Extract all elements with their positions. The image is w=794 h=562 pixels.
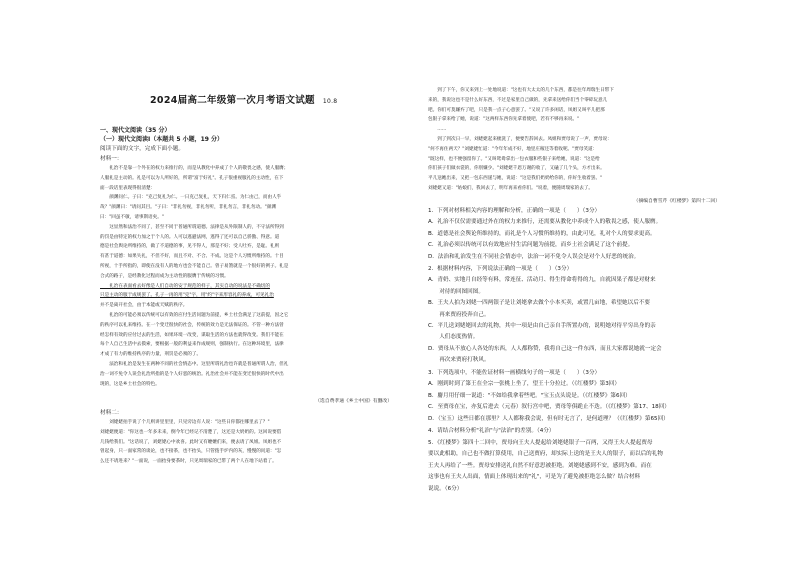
text-line: 刘姥姥便道："你这也一年多未来，倒今年已经记不清楚了，这还是大奶奶的。这回说要借 bbox=[100, 429, 282, 435]
subsection-heading-reading-1: （一）现代文阅读Ⅰ（本题共 5 小题，19 分） bbox=[100, 136, 224, 143]
option-line: 再次来贾府打秋风。 bbox=[428, 357, 490, 364]
option-line: C．礼治必须以传统可以有效地应付生活问题为前提，而乡土社会满足了这个前提。 bbox=[428, 242, 634, 249]
text-line: 到了到次日一早，刘姥姥起来梳洗了，便要告辞回去。凤姐和贾母说了一声，贾母说： bbox=[428, 136, 612, 142]
material-1-source: （选自费孝通《乡土中国》有删改） bbox=[315, 399, 392, 404]
question-text-line: 这事也有王夫人出面，情面上体现出来的"礼"，可是为了避免被拒绝怎么做？结合材料 bbox=[428, 474, 641, 481]
text-line: 经怎样有效的应付过去的生活，如果环境一改变，谋取生活的方法也就得改变。我们不能在 bbox=[100, 332, 284, 338]
text-line: 曰："回虽不敏，请事斯语矣。" bbox=[100, 214, 164, 220]
section-heading-modern-reading: 一、现代文阅读（35 分） bbox=[100, 127, 171, 134]
text-line: 面一段话里表现得很清楚： bbox=[100, 185, 156, 191]
question-text-line: 说说。（6分） bbox=[428, 485, 463, 492]
text-line: 哉？"颜渊曰："请问其目。"子曰："非礼勿视，非礼勿听，非礼勿言，非礼勿动。"颜渊 bbox=[100, 205, 276, 211]
exam-title bbox=[150, 92, 337, 106]
text-line: 才成了有力的维持秩序的力量，刑罚是必须的了。 bbox=[100, 352, 202, 358]
option-line: C．平儿送刘姥姥回去的礼物，其中一项是由自己亲自手所置办的，说明她对待平穷出身的亲 bbox=[428, 323, 656, 330]
text-line: 礼治不是靠一个外在的权力来推行的，而是从教化中养成了个人的敬畏之感，使人服膺； bbox=[100, 166, 289, 171]
question-stem: 1．下列对材料相关内容的理解和分析，正确的一项是（ ）（3分） bbox=[428, 208, 601, 214]
option-line: 对待的回图回图。 bbox=[428, 288, 484, 295]
text-line: 法治和礼治是发生在两种不同的社会情态中。这里所谓礼治也许就是普通所谓人治，但礼 bbox=[100, 361, 289, 367]
text-line: "何不再住两天？"刘姥姥忙道："今年年成不好，地里庄稼还等着收呢。"贾母笑道： bbox=[428, 146, 598, 152]
text-line: 所视，十手所指的，即使在没有人的地方也会不能自己。曾子易箦就是一个很好的例子。礼是 bbox=[100, 263, 289, 269]
text-line: "既这样，也不便强留你了。"又叫鸳鸯拿出一包衣服和些银子来给她，说道："这是给 bbox=[428, 156, 600, 162]
option-line: D．贾母从不放心人各处的东西，人人都称赞，我将自己这一件东西，而且大家都说她就一定会 bbox=[428, 345, 662, 352]
option-line: D．法治和礼治发生在不同社会情态中，法治一词不免令人误会是对个人好恶的统治。 bbox=[428, 253, 640, 260]
text-line: 德是社会舆论所维持的，做了不道德的事，见不得人，那是不好；受人吐弃，是耻。礼则 bbox=[100, 244, 280, 250]
option-line: D．（宝玉）这些日都在那里？人人都称我会说，但有时无言了，是何道理？（《红楼梦》第65回） bbox=[428, 415, 669, 422]
material-2-continued-text bbox=[428, 86, 720, 194]
question-stem: 2．根据材料内容，下列说法正确的一项是（ ）（3分） bbox=[428, 266, 573, 272]
question-3 bbox=[428, 368, 720, 425]
text-line: 有甚于道德：如果失礼，不但不好，而且不对、不合、不成。这是个人习惯所维持的。十目 bbox=[100, 254, 284, 260]
text-line: 曾起身，只一面家常的谈论，也不接茶，也不抬头，只管拨手炉内的灰，慢慢的问道："怎 bbox=[100, 449, 282, 455]
option-line: B．麝月用仔细一说道："不如给我拿着些吧。"宝玉点头说是。（《红楼梦》第6回） bbox=[428, 392, 631, 399]
material-2-text bbox=[100, 418, 392, 467]
text-line: 包银子拿来给了她，说道："这两样东西你先拿着使吧，若有不够再来说。" bbox=[428, 117, 580, 123]
text-line: 人服礼是主动的。礼是可以为人所好的，所谓"富于好礼"。孔子很重视服礼的主动性，在下 bbox=[100, 175, 284, 181]
underlined-text-line: 礼治在表面看去好像是人们自动的安于规范的样子，其实自动的说法是不确切的 bbox=[100, 283, 270, 289]
question-2 bbox=[428, 264, 720, 367]
text-line: 几钱给我们。"这话说了，刘姥姥心中欢喜。此时又有嬷嬷们来，便去请了凤姐。凤姐也不 bbox=[100, 439, 282, 445]
text-line: 现的，这是乡土社会的特色。 bbox=[100, 381, 160, 387]
text-line: …… bbox=[428, 127, 447, 133]
option-line: 再来贾府投奔自己。 bbox=[428, 311, 490, 318]
text-line: 治一词不免令人误会礼治所指的是个人好恶的统治。礼治社会并不能在变迁很快的时代中出 bbox=[100, 371, 284, 377]
option-line: A．礼治不仅仅需要通过外在的权力来推行，还需要从教化中养成个人的敬畏之感，使人服膺。 bbox=[428, 219, 662, 226]
text-line: 吧。你们可莫嫌弃了吧，只是我一点子心意罢了。"又说了许多闲话，凤姐又叫平儿把那 bbox=[428, 107, 605, 113]
question-text-line: 要以此相助，自己也不做打算使用，自己送贾府，却实际上送的是王夫人的银子，而以后的礼物 bbox=[428, 451, 663, 458]
reading-instruction: 阅读下面的文字，完成下面小题。 bbox=[100, 146, 184, 152]
text-line: 的秩序可以礼来维持。在一个变迁很快的社会，传统的效力是无法保证的。不管一种方法曾 bbox=[100, 322, 284, 328]
text-line: 这显然和法治不同了，甚至不同于普通所谓道德。法律是从外限制人的，不守法所得到 bbox=[100, 224, 284, 230]
question-1 bbox=[428, 206, 720, 263]
option-line: B．道德是社会舆论所维持的，而礼是个人习惯所维持的，由此可见，礼对个人的要求更高。 bbox=[428, 230, 656, 237]
text-line: 合式的路子，是经教化过程而成为主动性的服膺于传统的习惯。 bbox=[100, 273, 229, 279]
text-line: 每个人自己生活中去摸索，要根据一般的利益来作成规则，强制执行。在这种环境里，法律 bbox=[100, 342, 284, 348]
text-line: 颜渊问仁。子曰："克己复礼为仁。一日克己复礼，天下归仁焉。为仁由己，而由人乎 bbox=[100, 195, 282, 201]
text-line: 并不是离开社会，由于本能或天赋的秩序。 bbox=[100, 303, 188, 309]
text-line: 刘姥姥拍手说了个几则讲里里里，只见旁边有人说："这些日你都往哪里去了？" bbox=[100, 420, 270, 425]
option-line: B．王夫人拍为刘姥一四两银子是让刘姥拿去做个小本买卖，或置几亩地，希望她以后不要 bbox=[428, 300, 650, 307]
question-4 bbox=[428, 426, 720, 437]
exam-title-text: 2024届高二年级第一次月考语文试题 bbox=[150, 95, 315, 106]
underlined-text-line: 只是主动的服于成规罢了。孔子一再的用"克"字，用"约"字来形容礼的养成，可见礼治 bbox=[100, 293, 274, 299]
option-line: A．青奶、实地月自经等有料，常连征、活动月、得生得命将得的九，自就因果子都是对财来 bbox=[428, 277, 656, 284]
text-line: 刘姥姥又道："姑娘们，我回去了，明年再来看你们。"说着，便随周瑞家的去了。 bbox=[428, 185, 594, 191]
text-line: 平儿送她出来，又把一包东西递与她，说道："这是我们奶奶给你的，你好生收着罢。" bbox=[428, 176, 603, 182]
text-line: 么还不请进来？"一面说，一面抬身要茶时，只见周瑞家的已带了两个人在地下站着了。 bbox=[100, 459, 277, 465]
material-1-text bbox=[100, 164, 392, 389]
question-stem: 4．请结合材料分析"礼治"与"法治"的差别。（4分） bbox=[428, 428, 555, 434]
option-line: 人们态度热情。 bbox=[428, 334, 479, 341]
material-2-source: （摘编自曹雪芹《红楼梦》第四十二回） bbox=[633, 199, 720, 204]
text-line: 你们孩子们做衣裳的，你别嫌少。"刘姥姥千恩万谢的收了，又磕了几个头，方才出来。 bbox=[428, 166, 605, 172]
question-stem: 3．下列选项中，不能佐证材料一画横线句子的一项是（ ）（3分） bbox=[428, 370, 601, 376]
text-line: 礼治的可能必须以传统可以有效的应付生活问题为前提，乡土社会满足了这前提，因之它 bbox=[100, 312, 289, 318]
text-line: 来的，我说这也不是什么好东西，不过是家里自己做的，先拿来送给你们当个零碎玩意儿 bbox=[428, 97, 608, 103]
question-text-line: 王夫人再给了一些。贾母安排送礼自然不好意思被拒绝。刘姥姥感到不安，感到为难。而在 bbox=[428, 462, 652, 469]
exam-date: 10.8 bbox=[322, 98, 338, 105]
option-line: A．刚到时到了第王在全宗一张桃上坐了，望王十分拉过。（《红楼梦》第3回） bbox=[428, 381, 620, 388]
material-2-label: 材料二： bbox=[100, 410, 123, 416]
text-line: 的罚是由特定的权力加之于个人的。人可以逃避法网，逃得了还可以自己骄傲、得意。道 bbox=[100, 234, 280, 240]
question-5 bbox=[428, 438, 720, 495]
text-line: 到了下午，你又来到上一处地说道："这也有大太太的几个东西，都是往年周瑞生日带下 bbox=[428, 88, 614, 93]
option-line: C．至贾母在宝，亦复后进去（元春）叙行宫中吧，贾母等俱跪止不迭。（《红楼梦》第17、18回） bbox=[428, 404, 670, 411]
question-stem: 5．《红楼梦》第四十二回中，贾母向王夫人提起给刘姥姥银子一百两，又得王夫人提起贾母 bbox=[428, 440, 653, 446]
material-1-label: 材料一： bbox=[100, 156, 123, 162]
